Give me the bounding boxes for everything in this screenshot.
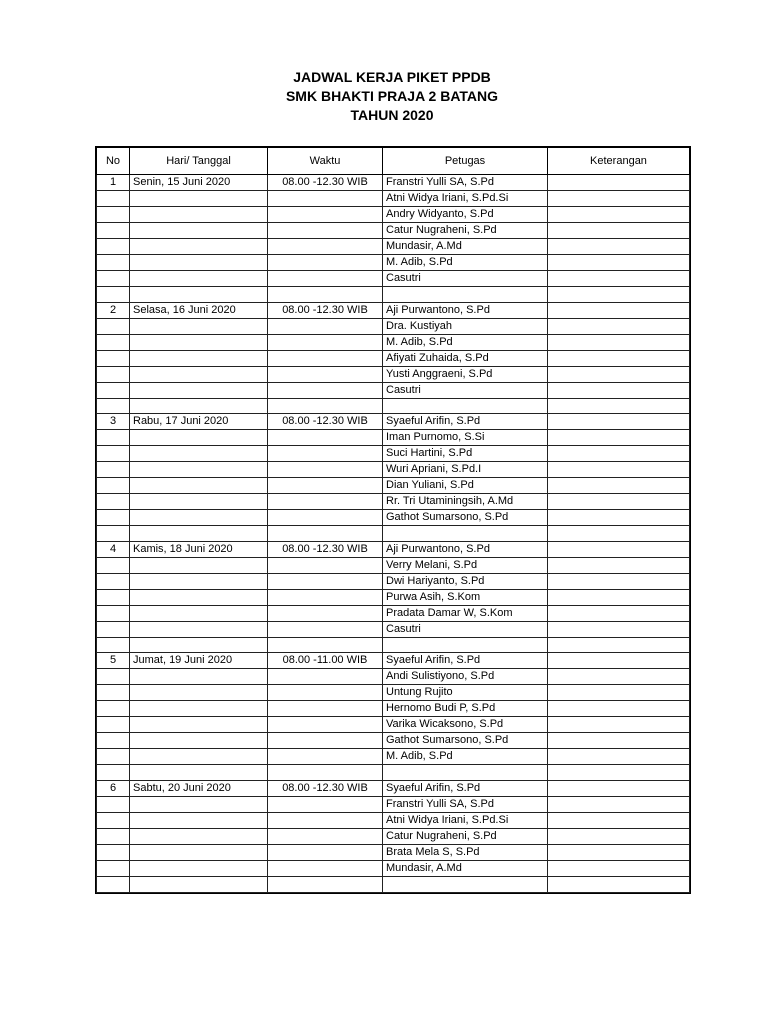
cell-no [97,637,130,653]
cell-no [97,860,130,876]
cell-day-date [130,462,268,478]
table-row [97,796,690,812]
cell-no [97,812,130,828]
cell-notes [548,589,690,605]
cell-notes [548,414,690,430]
cell-no [97,207,130,223]
cell-notes [548,573,690,589]
cell-time [268,765,383,781]
cell-time: 08.00 -12.30 WIB [268,780,383,796]
header-day-date: Hari/ Tanggal [130,148,268,175]
cell-staff: Hernomo Budi P, S.Pd [383,701,548,717]
cell-staff [383,398,548,414]
cell-day-date [130,589,268,605]
table-row [97,717,690,733]
cell-staff [383,876,548,892]
table-row [97,494,690,510]
cell-notes [548,207,690,223]
cell-notes [548,749,690,765]
cell-notes [548,382,690,398]
cell-no [97,573,130,589]
cell-no: 4 [97,541,130,557]
cell-time [268,812,383,828]
cell-time [268,637,383,653]
cell-notes [548,637,690,653]
cell-time [268,255,383,271]
cell-day-date [130,191,268,207]
cell-time [268,701,383,717]
cell-day-date: Selasa, 16 Juni 2020 [130,302,268,318]
cell-time [268,366,383,382]
cell-notes [548,685,690,701]
cell-staff [383,526,548,542]
cell-no [97,287,130,303]
cell-staff: Andi Sulistiyono, S.Pd [383,669,548,685]
table-row [97,557,690,573]
cell-no [97,557,130,573]
header-notes: Keterangan [548,148,690,175]
cell-no [97,605,130,621]
cell-day-date [130,398,268,414]
cell-time [268,350,383,366]
cell-no [97,478,130,494]
cell-notes [548,605,690,621]
cell-no [97,430,130,446]
cell-staff: Syaeful Arifin, S.Pd [383,653,548,669]
table-row [97,207,690,223]
cell-time [268,669,383,685]
cell-day-date [130,669,268,685]
cell-staff: Gathot Sumarsono, S.Pd [383,733,548,749]
cell-notes [548,653,690,669]
cell-time [268,510,383,526]
cell-time: 08.00 -11.00 WIB [268,653,383,669]
cell-notes [548,541,690,557]
cell-staff [383,637,548,653]
cell-time [268,239,383,255]
cell-day-date [130,621,268,637]
cell-staff: M. Adib, S.Pd [383,334,548,350]
cell-no [97,733,130,749]
table-row [97,414,690,430]
cell-staff: Dra. Kustiyah [383,318,548,334]
cell-day-date [130,844,268,860]
table-row [97,653,690,669]
cell-no [97,828,130,844]
table-row [97,223,690,239]
schedule-body [97,175,690,893]
cell-staff: Andry Widyanto, S.Pd [383,207,548,223]
cell-staff: Untung Rujito [383,685,548,701]
cell-no: 2 [97,302,130,318]
cell-staff: Franstri Yulli SA, S.Pd [383,175,548,191]
cell-time [268,271,383,287]
schedule-table [96,147,690,893]
cell-staff [383,287,548,303]
cell-time [268,860,383,876]
cell-time: 08.00 -12.30 WIB [268,302,383,318]
cell-time [268,828,383,844]
cell-notes [548,191,690,207]
table-row [97,446,690,462]
spacer-row [97,765,690,781]
table-row [97,366,690,382]
table-row [97,669,690,685]
cell-notes [548,860,690,876]
cell-notes [548,780,690,796]
cell-notes [548,446,690,462]
cell-notes [548,526,690,542]
cell-staff: Iman Purnomo, S.Si [383,430,548,446]
title-line-2: SMK BHAKTI PRAJA 2 BATANG [285,88,499,104]
cell-time [268,462,383,478]
cell-notes [548,366,690,382]
cell-time [268,685,383,701]
cell-staff: Franstri Yulli SA, S.Pd [383,796,548,812]
cell-day-date: Kamis, 18 Juni 2020 [130,541,268,557]
cell-staff: Dian Yuliani, S.Pd [383,478,548,494]
table-row [97,302,690,318]
cell-notes [548,733,690,749]
cell-day-date [130,605,268,621]
cell-notes [548,844,690,860]
cell-staff: Atni Widya Iriani, S.Pd.Si [383,191,548,207]
table-row [97,382,690,398]
cell-day-date [130,494,268,510]
cell-time [268,191,383,207]
table-row [97,175,690,191]
cell-time [268,717,383,733]
cell-day-date [130,430,268,446]
cell-day-date [130,637,268,653]
cell-time [268,526,383,542]
cell-day-date [130,685,268,701]
cell-no [97,510,130,526]
cell-time [268,207,383,223]
spacer-row [97,637,690,653]
cell-no [97,366,130,382]
cell-day-date: Jumat, 19 Juni 2020 [130,653,268,669]
cell-day-date [130,510,268,526]
cell-staff: Casutri [383,621,548,637]
cell-day-date [130,382,268,398]
table-row [97,605,690,621]
cell-staff: Purwa Asih, S.Kom [383,589,548,605]
header-staff: Petugas [383,148,548,175]
cell-time [268,605,383,621]
cell-time [268,796,383,812]
cell-day-date [130,796,268,812]
cell-notes [548,478,690,494]
cell-no [97,334,130,350]
cell-time [268,478,383,494]
cell-no [97,271,130,287]
cell-day-date [130,526,268,542]
cell-no [97,621,130,637]
cell-no [97,446,130,462]
cell-staff: Catur Nugraheni, S.Pd [383,828,548,844]
header-time: Waktu [268,148,383,175]
cell-day-date: Sabtu, 20 Juni 2020 [130,780,268,796]
cell-day-date [130,812,268,828]
cell-no [97,398,130,414]
cell-no [97,765,130,781]
cell-staff: Varika Wicaksono, S.Pd [383,717,548,733]
cell-staff: Yusti Anggraeni, S.Pd [383,366,548,382]
cell-no [97,717,130,733]
cell-notes [548,494,690,510]
cell-no [97,350,130,366]
table-row [97,478,690,494]
cell-time [268,287,383,303]
cell-notes [548,876,690,892]
table-row [97,239,690,255]
cell-day-date [130,733,268,749]
cell-staff: Syaeful Arifin, S.Pd [383,414,548,430]
cell-notes [548,318,690,334]
cell-day-date [130,366,268,382]
table-row [97,844,690,860]
cell-day-date [130,318,268,334]
cell-time [268,446,383,462]
cell-time [268,318,383,334]
cell-time [268,589,383,605]
cell-no [97,589,130,605]
cell-staff: Gathot Sumarsono, S.Pd [383,510,548,526]
cell-time: 08.00 -12.30 WIB [268,414,383,430]
cell-time [268,334,383,350]
cell-no [97,669,130,685]
cell-staff: Aji Purwantono, S.Pd [383,302,548,318]
cell-staff: Casutri [383,271,548,287]
cell-time [268,573,383,589]
cell-notes [548,430,690,446]
cell-time [268,223,383,239]
cell-day-date [130,749,268,765]
cell-day-date: Rabu, 17 Juni 2020 [130,414,268,430]
cell-time [268,621,383,637]
cell-staff: Suci Hartini, S.Pd [383,446,548,462]
cell-notes [548,701,690,717]
cell-day-date [130,860,268,876]
table-row [97,318,690,334]
cell-staff: Mundasir, A.Md [383,239,548,255]
cell-no [97,191,130,207]
cell-staff: Wuri Apriani, S.Pd.I [383,462,548,478]
cell-day-date [130,271,268,287]
table-row [97,589,690,605]
cell-notes [548,223,690,239]
cell-notes [548,812,690,828]
cell-time [268,494,383,510]
table-row [97,812,690,828]
cell-staff: Pradata Damar W, S.Kom [383,605,548,621]
cell-day-date [130,876,268,892]
cell-notes [548,175,690,191]
cell-staff: M. Adib, S.Pd [383,255,548,271]
spacer-row [97,876,690,892]
cell-time [268,430,383,446]
cell-notes [548,828,690,844]
cell-no [97,701,130,717]
table-row [97,860,690,876]
cell-time [268,398,383,414]
cell-no: 6 [97,780,130,796]
cell-day-date [130,446,268,462]
cell-no: 1 [97,175,130,191]
cell-notes [548,669,690,685]
table-row [97,462,690,478]
document-title [0,68,768,125]
table-row [97,430,690,446]
cell-no [97,318,130,334]
table-row [97,780,690,796]
cell-staff: Mundasir, A.Md [383,860,548,876]
cell-time: 08.00 -12.30 WIB [268,175,383,191]
cell-notes [548,255,690,271]
cell-staff: Brata Mela S, S.Pd [383,844,548,860]
cell-day-date [130,223,268,239]
table-row [97,828,690,844]
cell-staff: Catur Nugraheni, S.Pd [383,223,548,239]
cell-no: 3 [97,414,130,430]
cell-notes [548,398,690,414]
cell-time [268,844,383,860]
spacer-row [97,287,690,303]
cell-notes [548,462,690,478]
cell-notes [548,717,690,733]
table-row [97,733,690,749]
header-no: No [97,148,130,175]
cell-staff: Dwi Hariyanto, S.Pd [383,573,548,589]
table-row [97,191,690,207]
cell-day-date [130,828,268,844]
cell-no [97,462,130,478]
table-row [97,573,690,589]
cell-notes [548,510,690,526]
title-line-1: JADWAL KERJA PIKET PPDB [293,69,491,85]
cell-day-date [130,701,268,717]
cell-staff: M. Adib, S.Pd [383,749,548,765]
cell-staff: Casutri [383,382,548,398]
cell-day-date [130,255,268,271]
cell-notes [548,302,690,318]
cell-no [97,239,130,255]
cell-staff: Rr. Tri Utaminingsih, A.Md [383,494,548,510]
spacer-row [97,526,690,542]
cell-no [97,382,130,398]
cell-day-date [130,573,268,589]
cell-no [97,685,130,701]
cell-no [97,223,130,239]
cell-time [268,749,383,765]
cell-day-date [130,717,268,733]
table-row [97,510,690,526]
cell-no [97,526,130,542]
cell-notes [548,765,690,781]
cell-no [97,749,130,765]
cell-no [97,255,130,271]
cell-staff [383,765,548,781]
cell-notes [548,334,690,350]
cell-day-date [130,765,268,781]
table-row [97,749,690,765]
title-line-3: TAHUN 2020 [350,107,434,123]
cell-day-date [130,239,268,255]
cell-day-date [130,557,268,573]
table-row [97,685,690,701]
cell-staff: Atni Widya Iriani, S.Pd.Si [383,812,548,828]
cell-no [97,796,130,812]
cell-time [268,557,383,573]
cell-no [97,844,130,860]
cell-staff: Verry Melani, S.Pd [383,557,548,573]
table-row [97,541,690,557]
cell-day-date [130,334,268,350]
table-row [97,701,690,717]
table-row [97,271,690,287]
cell-no [97,876,130,892]
table-row [97,350,690,366]
cell-notes [548,621,690,637]
cell-staff: Syaeful Arifin, S.Pd [383,780,548,796]
cell-staff: Aji Purwantono, S.Pd [383,541,548,557]
spacer-row [97,398,690,414]
table-row [97,255,690,271]
cell-day-date: Senin, 15 Juni 2020 [130,175,268,191]
header-row [97,148,690,175]
cell-day-date [130,350,268,366]
cell-notes [548,287,690,303]
table-row [97,334,690,350]
cell-time: 08.00 -12.30 WIB [268,541,383,557]
cell-day-date [130,287,268,303]
cell-notes [548,350,690,366]
cell-notes [548,796,690,812]
cell-time [268,876,383,892]
cell-notes [548,239,690,255]
cell-day-date [130,478,268,494]
cell-no [97,494,130,510]
cell-day-date [130,207,268,223]
cell-time [268,733,383,749]
cell-time [268,382,383,398]
cell-no: 5 [97,653,130,669]
cell-notes [548,271,690,287]
table-row [97,621,690,637]
cell-notes [548,557,690,573]
cell-staff: Afiyati Zuhaida, S.Pd [383,350,548,366]
